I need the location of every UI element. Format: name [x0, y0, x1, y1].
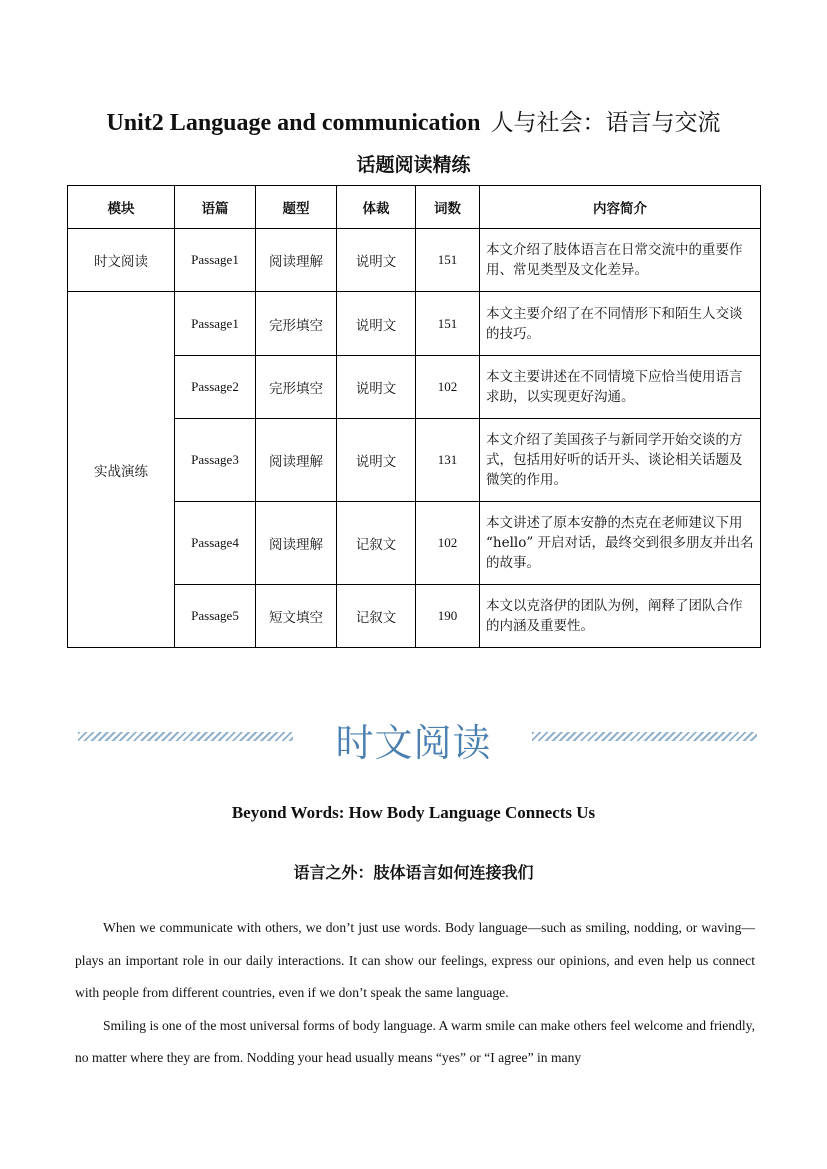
article-paragraph: When we communicate with others, we don’t just use words. Body language—such as smiling, nodding, or waving—plays an important role in our daily interactions. It can show our feelings, express our opinions, and even help us connect with people from different countries, even if we don’t speak the same language. — [75, 920, 755, 1000]
title-chinese: 人与社会：语言与交流 — [490, 110, 721, 136]
question-type-cell: 完形填空 — [256, 292, 337, 356]
table-header-row — [68, 186, 761, 229]
summary-cell: 本文主要介绍了在不同情形下和陌生人交谈的技巧。 — [480, 292, 761, 356]
question-type-cell: 完形填空 — [256, 356, 337, 419]
word-count-cell: 102 — [416, 356, 480, 419]
article-paragraph: Smiling is one of the most universal forms of body language. A warm smile can make others feel welcome and friendly, no matter where they are from. Nodding your head usually means “yes” or “I agree” in many — [75, 1017, 755, 1065]
word-count-cell: 190 — [416, 585, 480, 648]
question-type-cell: 阅读理解 — [256, 502, 337, 585]
summary-cell: 本文介绍了肢体语言在日常交流中的重要作用、常见类型及文化差异。 — [480, 229, 761, 292]
summary-cell: 本文主要讲述在不同情境下应恰当使用语言求助，以实现更好沟通。 — [480, 356, 761, 419]
module-cell: 时文阅读 — [68, 229, 175, 292]
column-header: 内容简介 — [480, 186, 761, 229]
genre-cell: 说明文 — [337, 229, 416, 292]
genre-cell: 记叙文 — [337, 502, 416, 585]
word-count-cell: 151 — [416, 229, 480, 292]
word-count-cell: 151 — [416, 292, 480, 356]
column-header: 题型 — [256, 186, 337, 229]
table-row — [68, 229, 761, 292]
question-type-cell: 短文填空 — [256, 585, 337, 648]
table-row — [68, 292, 761, 356]
column-header: 模块 — [68, 186, 175, 229]
genre-cell: 记叙文 — [337, 585, 416, 648]
document-title — [0, 104, 827, 137]
module-cell: 实战演练 — [68, 292, 175, 648]
column-header: 词数 — [416, 186, 480, 229]
genre-cell: 说明文 — [337, 419, 416, 502]
article-subtitle: 语言之外：肢体语言如何连接我们 — [293, 863, 534, 882]
word-count-cell: 131 — [416, 419, 480, 502]
section-banner-title: 时文阅读 — [335, 721, 492, 765]
summary-cell: 本文以克洛伊的团队为例，阐释了团队合作的内涵及重要性。 — [480, 585, 761, 648]
passage-cell: Passage2 — [175, 356, 256, 419]
title-english: Unit2 Language and communication — [106, 110, 481, 136]
section-banner — [0, 706, 827, 776]
passage-cell: Passage4 — [175, 502, 256, 585]
passage-cell: Passage5 — [175, 585, 256, 648]
genre-cell: 说明文 — [337, 356, 416, 419]
passage-cell: Passage1 — [175, 292, 256, 356]
overview-table — [67, 185, 761, 648]
summary-cell: 本文介绍了美国孩子与新同学开始交谈的方式，包括用好听的话开头、谈论相关话题及微笑的作用。 — [480, 419, 761, 502]
passage-cell: Passage3 — [175, 419, 256, 502]
column-header: 语篇 — [175, 186, 256, 229]
question-type-cell: 阅读理解 — [256, 419, 337, 502]
question-type-cell: 阅读理解 — [256, 229, 337, 292]
article-title: Beyond Words: How Body Language Connects Us — [231, 803, 596, 822]
passage-cell: Passage1 — [175, 229, 256, 292]
genre-cell: 说明文 — [337, 292, 416, 356]
summary-cell: 本文讲述了原本安静的杰克在老师建议下用 “hello” 开启对话，最终交到很多朋友并出名的故事。 — [480, 502, 761, 585]
column-header: 体裁 — [337, 186, 416, 229]
document-subtitle: 话题阅读精练 — [356, 154, 471, 176]
word-count-cell: 102 — [416, 502, 480, 585]
article-body — [75, 912, 755, 1075]
